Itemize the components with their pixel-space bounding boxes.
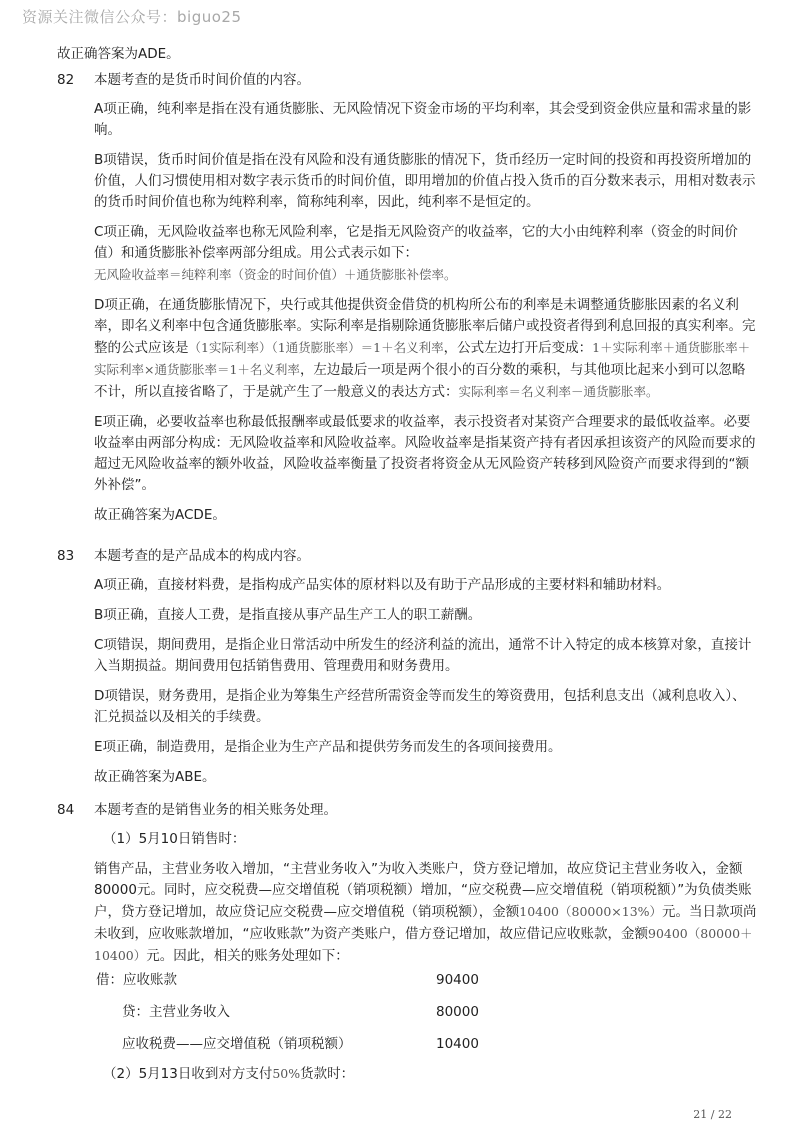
question-title: 本题考查的是货币时间价值的内容。 xyxy=(94,72,310,88)
option-b: B项正确，直接人工费，是指直接从事产品生产工人的职工薪酬。 xyxy=(94,607,482,623)
step-2 xyxy=(103,1062,354,1082)
option-a: A项正确，纯利率是指在没有通货膨胀、无风险情况下资金市场的平均利率，其会受到资金供应量和需求量的影响。 xyxy=(94,101,752,138)
option-c: C项错误，期间费用，是指企业日常活动中所发生的经济利益的流出，通常不计入特定的成本核算对象，直接计入当期损益。期间费用包括销售费用、管理费用和财务费用。 xyxy=(94,637,752,674)
option-e: E项正确，制造费用，是指企业为生产产品和提供劳务而发生的各项间接费用。 xyxy=(94,739,562,755)
step-1: （1）5月10日销售时： xyxy=(103,831,246,847)
formula: 实际利率＝名义利率－通货膨胀率。 xyxy=(458,384,659,399)
formula: 无风险收益率＝纯粹利率（资金的时间价值）＋通货膨胀补偿率。 xyxy=(94,267,457,282)
option-d xyxy=(94,295,757,403)
question-84 xyxy=(57,800,757,967)
question-number: 83 xyxy=(57,548,75,564)
formula: 1＋实际利率＋通货膨胀率＋实际利率×通货膨胀率＝1＋名义利率 xyxy=(94,340,751,377)
question-number: 82 xyxy=(57,72,75,88)
question-number: 84 xyxy=(57,802,75,818)
question-title: 本题考查的是产品成本的构成内容。 xyxy=(94,548,310,564)
question-title: 本题考查的是销售业务的相关账务处理。 xyxy=(94,802,337,818)
page-indicator xyxy=(693,1108,732,1121)
option-d: D项错误，财务费用，是指企业为筹集生产经营所需资金等而发生的筹资费用，包括利息支出（减利息收入）、汇兑损益以及相关的手续费。 xyxy=(94,688,746,725)
step-2-text-1: （2）5月13日收到对方支付 xyxy=(103,1066,273,1082)
journal-row xyxy=(96,1002,496,1034)
amount: 90400 xyxy=(436,972,479,988)
option-c xyxy=(94,222,757,286)
option-d-text-3: ，左边最后一项是两个很小的百分数的乘积，与其他项比起来小到可以忽略不计，所以直接省略了，于是就产生了一般意义的表达方式： xyxy=(94,362,746,400)
explanation xyxy=(94,859,757,967)
journal-entry xyxy=(96,970,496,1066)
question-83 xyxy=(57,546,757,788)
journal-row xyxy=(96,970,496,1002)
explanation-text-3: 元。因此，相关的账务处理如下： xyxy=(146,948,349,964)
total-pages: 22 xyxy=(718,1108,732,1121)
answer: 故正确答案为ABE。 xyxy=(94,769,216,785)
option-e: E项正确，必要收益率也称最低报酬率或最低要求的收益率，表示投资者对某资产合理要求的最低收益率。必要收益率由两部分构成：无风险收益率和风险收益率。风险收益率是指某资产持有者因承担该资产的风险而要求的超过无风险收益率的额外收益，风险收益率衡量了投资者将资金从无风险资产转移到风险资产而要求得到的“额外补偿”。 xyxy=(94,414,756,493)
previous-answer: 故正确答案为ADE。 xyxy=(57,46,180,62)
formula: 10400（80000×13%） xyxy=(519,904,663,919)
option-b: B项错误，货币时间价值是指在没有风险和没有通货膨胀的情况下，货币经历一定时间的投资和再投资所增加的价值，人们习惯使用相对数字表示货币的时间价值，即用增加的价值占投入货币的百分数来表示，用相对数表示的货币时间价值也称为纯粹利率，简称纯利率，因此，纯利率不是恒定的。 xyxy=(94,152,756,210)
option-d-text-2: ，公式左边打开后变成： xyxy=(443,340,593,356)
amount: 10400 xyxy=(436,1036,479,1052)
option-d-text-1: D项正确，在通货膨胀情况下，央行或其他提供资金借贷的机构所公布的利率是未调整通货膨胀因素的名义利率，即名义利率中包含通货膨胀率。实际利率是指剔除通货膨胀率后储户或投资者得到利息回报的真实利率。完整的公式应该是 xyxy=(94,297,756,356)
answer: 故正确答案为ACDE。 xyxy=(94,507,226,523)
account-name: 借：应收账款 xyxy=(96,972,177,988)
account-name: 贷：主营业务收入 xyxy=(122,1004,230,1020)
option-c-text: C项正确，无风险收益率也称无风险利率，它是指无风险资产的收益率，它的大小由纯粹利率（资金的时间价值）和通货膨胀补偿率两部分组成。用公式表示如下： xyxy=(94,224,738,261)
question-82 xyxy=(57,70,757,526)
watermark: 资源关注微信公众号：biguo25 xyxy=(22,8,242,26)
explanation-text-2: 元。当日款项尚未收到，应收账款增加，“应收账款”为资产类账户，借方登记增加，故应借记应收账款，金额 xyxy=(94,904,757,942)
account-name: 应收税费——应交增值税（销项税额） xyxy=(122,1036,352,1052)
page-separator: / xyxy=(710,1108,715,1121)
amount: 80000 xyxy=(436,1004,479,1020)
formula: 90400（80000＋10400） xyxy=(94,926,753,963)
formula: 50% xyxy=(272,1066,301,1081)
option-a: A项正确，直接材料费，是指构成产品实体的原材料以及有助于产品形成的主要材料和辅助材料。 xyxy=(94,577,671,593)
step-2-text-2: 货款时： xyxy=(300,1066,355,1082)
formula: （1实际利率）（1通货膨胀率）＝1＋名义利率 xyxy=(188,340,444,355)
current-page: 21 xyxy=(693,1108,708,1121)
explanation-text-1: 销售产品，主营业务收入增加，“主营业务收入”为收入类账户，贷方登记增加，故应贷记主营业务收入，金额80000元。同时，应交税费—应交增值税（销项税额）增加，“应交税费—应交增值税（销项税额）”为负债类账户，贷方登记增加，故应贷记应交税费—应交增值税（销项税额），金额 xyxy=(94,861,752,920)
